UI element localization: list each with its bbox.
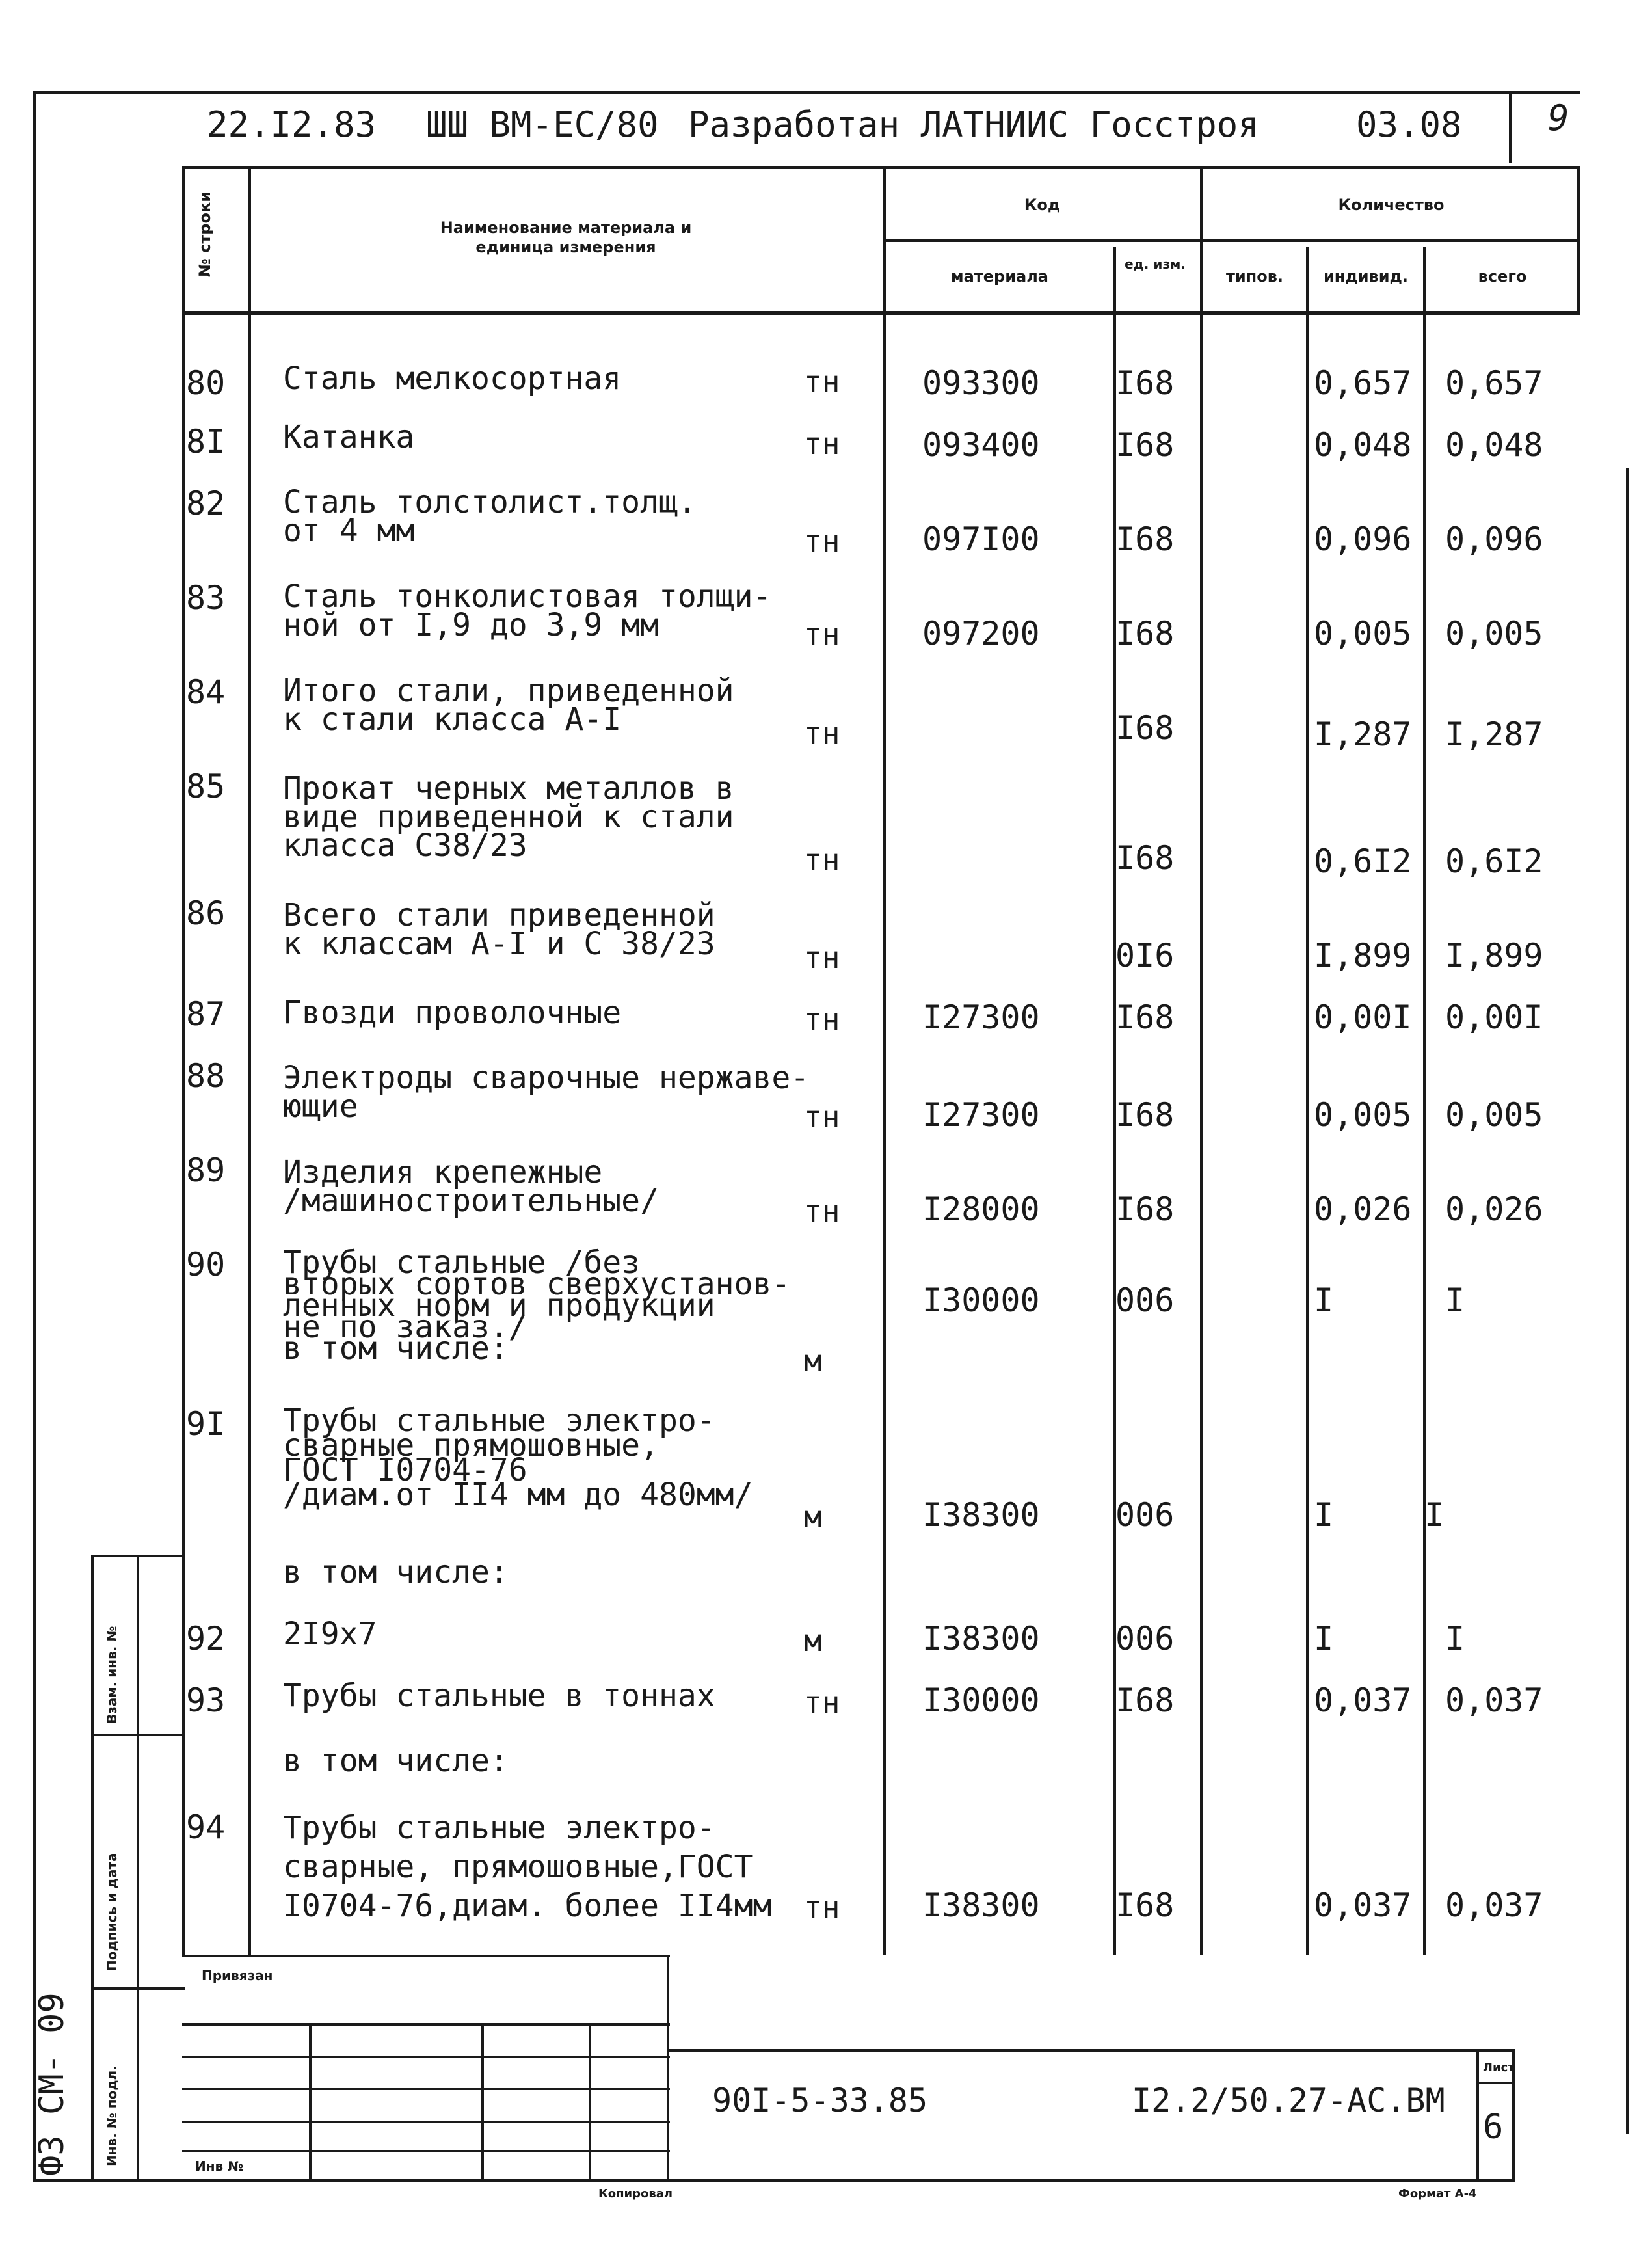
row-number: 87 <box>186 995 226 1033</box>
header-code: 03.08 <box>1356 104 1462 145</box>
stamp-sheet-label: Лист <box>1483 2061 1515 2074</box>
row-name: Прокат черных металлов в виде приведенной к стали класса С38/23 <box>283 770 734 864</box>
row-ed: 0I6 <box>1115 937 1175 974</box>
side-col-left <box>91 1555 94 2179</box>
head-code-unit: ед. изм. <box>1125 256 1186 272</box>
row-unit: тн <box>804 426 840 461</box>
row-total: I,287 <box>1445 716 1543 753</box>
row-name: в том числе: <box>283 1554 509 1590</box>
frame-right-mark <box>1626 468 1629 2134</box>
row-unit: тн <box>804 1890 840 1925</box>
col-sep-ed <box>1200 166 1203 1955</box>
header-date: 22.I2.83 <box>207 104 377 145</box>
row-unit: тн <box>804 1099 840 1134</box>
head-qty-group: Количество <box>1338 196 1445 214</box>
header-series: ШШ ВМ-ЕС/80 <box>426 104 659 145</box>
row-ed: I68 <box>1115 1682 1175 1719</box>
row-name: Изделия крепежные /машиностроительные/ <box>283 1154 659 1219</box>
row-code: I38300 <box>922 1620 1040 1657</box>
head-row-no: № строки <box>196 191 214 278</box>
stamp-sheet-no: 6 <box>1483 2108 1504 2147</box>
row-name: Катанка <box>283 419 415 455</box>
row-name: Итого стали, приведенной к стали класса А-I <box>283 673 734 738</box>
frame-bottom <box>33 2179 1515 2182</box>
stamp-sheet-sep <box>1476 2049 1479 2182</box>
row-ed: I68 <box>1115 520 1175 558</box>
row-name: Гвозди проволочные <box>283 995 622 1031</box>
row-individual: I <box>1314 1620 1334 1657</box>
row-individual: 0,6I2 <box>1314 842 1412 880</box>
row-individual: 0,00I <box>1314 999 1412 1036</box>
row-total: I <box>1445 1281 1465 1319</box>
row-code: I27300 <box>922 999 1040 1036</box>
row-unit: тн <box>804 617 840 652</box>
header-page-corner: 9 <box>1548 98 1569 139</box>
row-name: Сталь тонколистовая толщи- ной от I,9 до 3,9 мм <box>283 578 772 643</box>
side-inv-podl-label: Инв. № подл. <box>104 2065 120 2166</box>
row-total: 0,005 <box>1445 615 1543 652</box>
stamp-main-top <box>667 2049 1512 2052</box>
row-number: 9I <box>186 1405 226 1443</box>
row-total: 0,096 <box>1445 520 1543 558</box>
row-number: 94 <box>186 1808 226 1846</box>
head-code-material: материала <box>951 267 1048 286</box>
stamp-bound-label: Привязан <box>202 1968 273 1983</box>
stamp-grid-v2 <box>481 2023 484 2179</box>
row-name: в том числе: <box>283 1743 509 1779</box>
row-individual: 0,096 <box>1314 520 1412 558</box>
row-ed: 006 <box>1115 1281 1175 1319</box>
row-code: 097200 <box>922 615 1040 652</box>
row-name: Трубы стальные в тоннах <box>283 1678 715 1714</box>
row-total: 0,6I2 <box>1445 842 1543 880</box>
side-code: ФЗ СМ- 09 <box>33 1992 72 2176</box>
row-number: 89 <box>186 1151 226 1189</box>
row-total: 0,657 <box>1445 364 1543 402</box>
row-individual: 0,037 <box>1314 1886 1412 1924</box>
row-number: 85 <box>186 768 226 805</box>
head-qty-typical: типов. <box>1225 267 1284 286</box>
row-ed: 006 <box>1115 1620 1175 1657</box>
stamp-format-label: Формат А-4 <box>1398 2187 1477 2201</box>
col-sep-typ <box>1306 247 1309 1955</box>
stamp-grid-h4 <box>182 2121 670 2123</box>
row-total: 0,037 <box>1445 1682 1543 1719</box>
row-name: Трубы стальные электро- сварные прямошовные, ГОСТ I0704-76 /диам.от II4 мм до 480мм/ <box>283 1402 753 1513</box>
row-total: I <box>1424 1496 1445 1534</box>
frame-top <box>33 91 1580 94</box>
row-total: 0,026 <box>1445 1190 1543 1228</box>
row-individual: I,899 <box>1314 937 1412 974</box>
row-code: I28000 <box>922 1190 1040 1228</box>
row-code: I30000 <box>922 1281 1040 1319</box>
col-sep-ind <box>1423 247 1426 1955</box>
side-col-mid <box>137 1555 139 2179</box>
frame-left <box>33 91 36 2182</box>
row-total: 0,037 <box>1445 1886 1543 1924</box>
row-number: 82 <box>186 485 226 522</box>
row-ed: I68 <box>1115 426 1175 464</box>
row-code: 097I00 <box>922 520 1040 558</box>
row-total: I,899 <box>1445 937 1543 974</box>
row-ed: I68 <box>1115 364 1175 402</box>
row-ed: I68 <box>1115 1096 1175 1134</box>
row-number: 88 <box>186 1057 226 1095</box>
row-number: 93 <box>186 1682 226 1719</box>
row-ed: 006 <box>1115 1496 1175 1534</box>
head-mid-line <box>883 239 1580 242</box>
stamp-copied-label: Копировал <box>598 2187 673 2201</box>
stamp-inv-label: Инв № <box>195 2158 244 2174</box>
row-code: 093400 <box>922 426 1040 464</box>
row-ed: I68 <box>1115 1886 1175 1924</box>
table-head-bottom <box>182 311 1580 315</box>
stamp-grid-h2 <box>182 2056 670 2058</box>
row-unit: тн <box>804 524 840 559</box>
row-ed: I68 <box>1115 709 1175 747</box>
side-top <box>91 1555 185 1557</box>
row-code: I27300 <box>922 1096 1040 1134</box>
header-divider <box>1509 91 1512 163</box>
row-ed: I68 <box>1115 839 1175 877</box>
row-individual: I,287 <box>1314 716 1412 753</box>
row-number: 86 <box>186 894 226 932</box>
stamp-doc-code: I2.2/50.27-АС.ВМ <box>1132 2082 1445 2119</box>
stamp-sheet-h <box>1476 2082 1515 2084</box>
row-unit: тн <box>804 1194 840 1229</box>
row-name: Всего стали приведенной к классам А-I и С 38/23 <box>283 897 715 962</box>
row-individual: 0,048 <box>1314 426 1412 464</box>
row-name: 2I9x7 <box>283 1616 377 1652</box>
stamp-grid-v3 <box>589 2023 591 2179</box>
stamp-grid-h1 <box>182 2023 670 2026</box>
row-total: 0,048 <box>1445 426 1543 464</box>
row-number: 84 <box>186 673 226 711</box>
row-code: I38300 <box>922 1496 1040 1534</box>
row-code: 093300 <box>922 364 1040 402</box>
row-ed: I68 <box>1115 999 1175 1036</box>
col-sep-num <box>248 166 251 1955</box>
col-sep-name <box>883 166 886 1955</box>
row-unit: тн <box>804 716 840 751</box>
stamp-grid-v1 <box>309 2023 312 2179</box>
row-individual: 0,037 <box>1314 1682 1412 1719</box>
stamp-project-no: 90I-5-33.85 <box>712 2082 928 2119</box>
row-name: Трубы стальные электро- сварные, прямошовные,ГОСТ I0704-76,диам. более II4мм <box>283 1810 772 1924</box>
row-ed: I68 <box>1115 615 1175 652</box>
row-individual: I <box>1314 1281 1334 1319</box>
row-unit: тн <box>804 1002 840 1037</box>
row-number: 8I <box>186 423 226 461</box>
row-unit: м <box>804 1343 822 1378</box>
row-individual: 0,026 <box>1314 1190 1412 1228</box>
row-code: I38300 <box>922 1886 1040 1924</box>
row-number: 92 <box>186 1620 226 1657</box>
stamp-grid-h5 <box>182 2150 670 2152</box>
side-sep-1 <box>91 1734 185 1736</box>
row-number: 83 <box>186 579 226 617</box>
row-name: Трубы стальные /без вторых сортов сверхустанов- ленных норм и продукции не по заказ./ в том числе: <box>283 1244 791 1367</box>
head-name: Наименование материала и единица измерения <box>440 219 692 256</box>
row-unit: тн <box>804 1685 840 1720</box>
row-total: 0,00I <box>1445 999 1543 1036</box>
row-total: I <box>1445 1620 1465 1657</box>
row-code: I30000 <box>922 1682 1040 1719</box>
row-name: Сталь мелкосортная <box>283 360 622 397</box>
row-unit: тн <box>804 364 840 399</box>
header-developer: Разработан ЛАТНИИС Госстроя <box>688 104 1259 145</box>
row-individual: 0,005 <box>1314 615 1412 652</box>
row-name: Сталь толстолист.толщ. от 4 мм <box>283 484 697 549</box>
row-total: 0,005 <box>1445 1096 1543 1134</box>
row-individual: I <box>1314 1496 1334 1534</box>
table-left <box>182 166 185 1955</box>
stamp-top <box>182 1955 670 1957</box>
row-number: 80 <box>186 364 226 402</box>
head-qty-total: всего <box>1478 267 1527 286</box>
row-individual: 0,005 <box>1314 1096 1412 1134</box>
row-unit: тн <box>804 842 840 878</box>
row-unit: тн <box>804 940 840 975</box>
row-number: 90 <box>186 1246 226 1283</box>
row-ed: I68 <box>1115 1190 1175 1228</box>
side-vzam-label: Взам. инв. № <box>104 1626 120 1724</box>
row-unit: м <box>804 1499 822 1535</box>
row-individual: 0,657 <box>1314 364 1412 402</box>
stamp-grid-v4 <box>667 1955 669 2179</box>
stamp-grid-h3 <box>182 2088 670 2090</box>
head-qty-individual: индивид. <box>1323 267 1409 286</box>
side-sep-2 <box>91 1987 185 1990</box>
table-top <box>182 166 1580 169</box>
row-name: Электроды сварочные нержаве- ющие <box>283 1060 810 1125</box>
head-code-group: Код <box>1024 196 1061 214</box>
row-unit: м <box>804 1623 822 1658</box>
side-podpis-label: Подпись и дата <box>104 1853 120 1971</box>
